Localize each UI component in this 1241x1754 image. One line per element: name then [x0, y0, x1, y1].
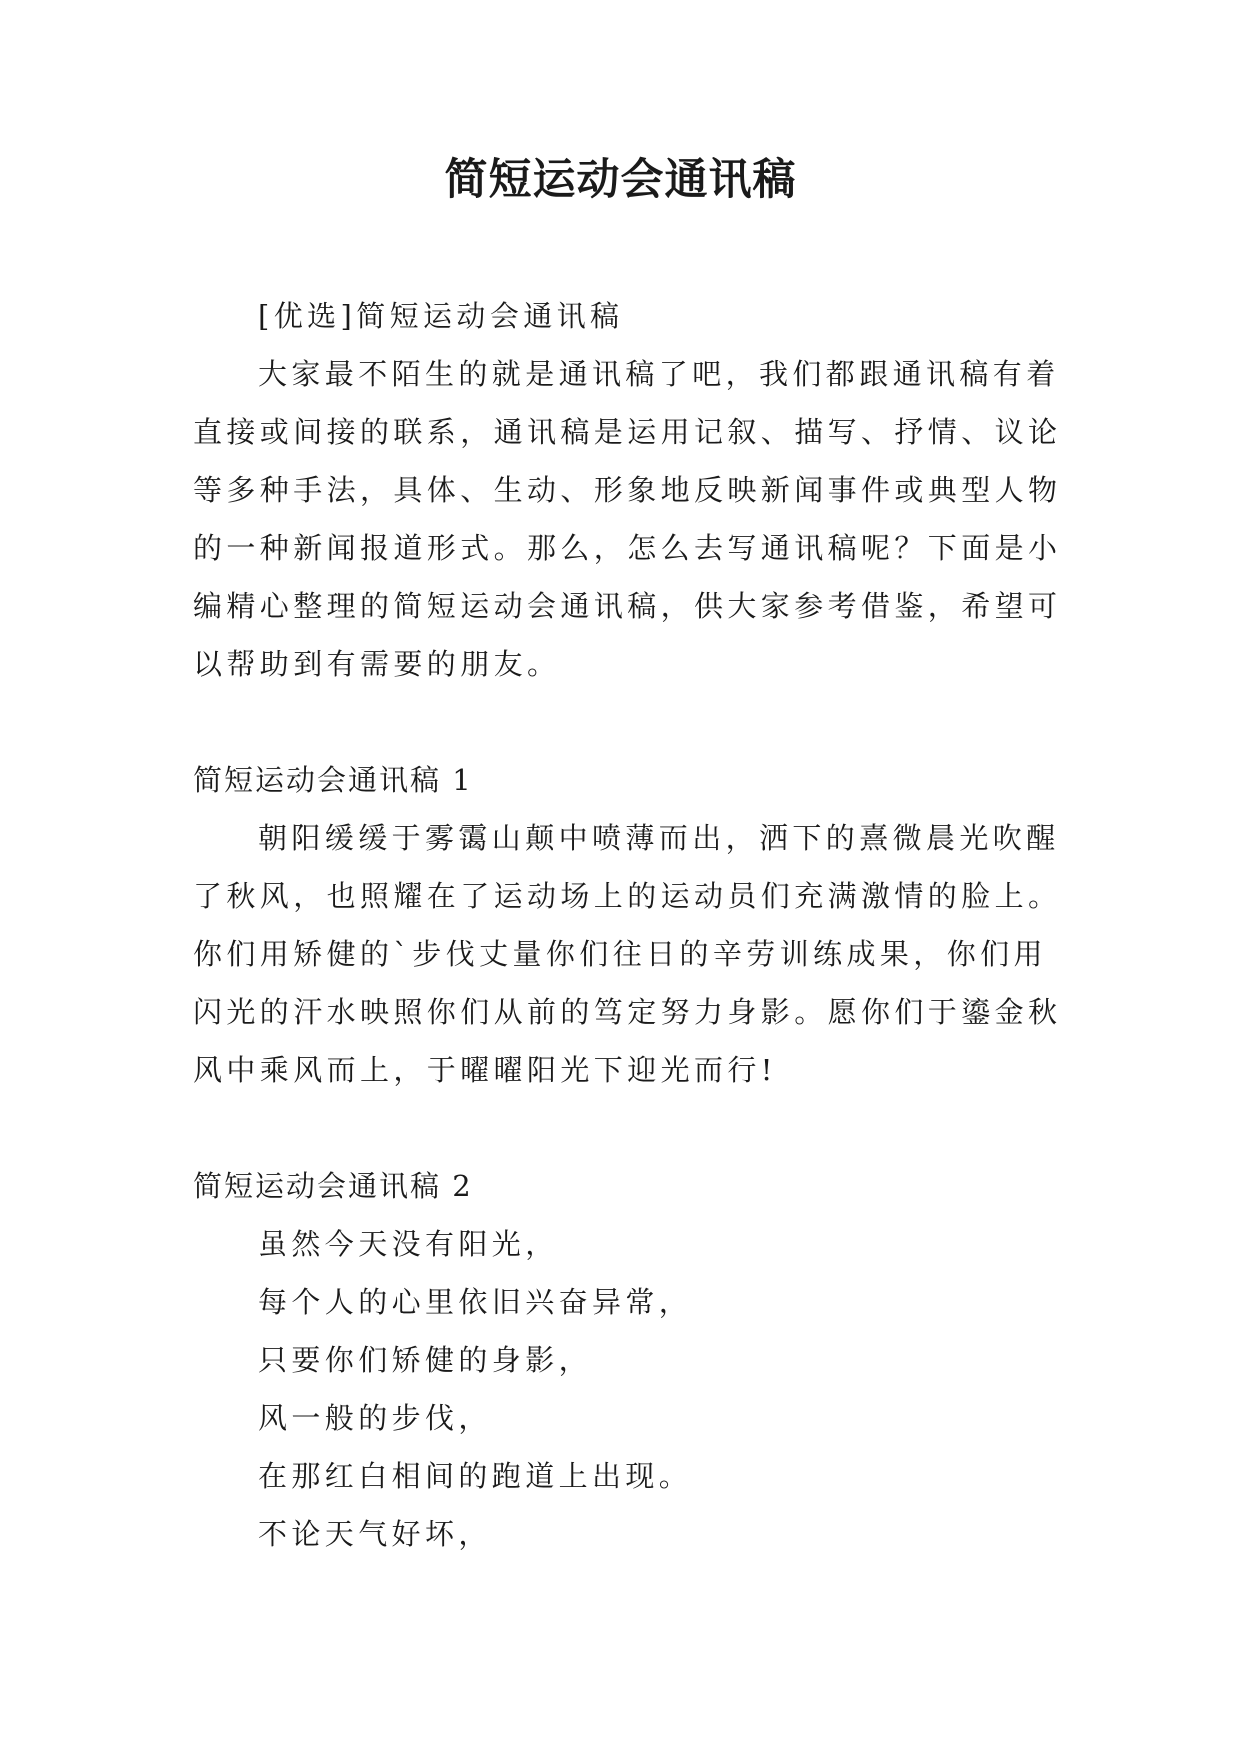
paragraph-line: 等多种手法，具体、生动、形象地反映新闻事件或典型人物 [193, 473, 1062, 507]
paragraph-line: 风中乘风而上，于曜曜阳光下迎光而行! [193, 1053, 777, 1087]
section-heading: 简短运动会通讯稿 1 [193, 763, 473, 797]
paragraph-line: 以帮助到有需要的朋友。 [193, 647, 561, 681]
paragraph-line: 大家最不陌生的就是通讯稿了吧，我们都跟通讯稿有着 [258, 357, 1060, 391]
section-heading: 简短运动会通讯稿 2 [193, 1169, 473, 1203]
paragraph-line: 闪光的汗水映照你们从前的笃定努力身影。愿你们于鎏金秋 [193, 995, 1062, 1029]
poem-line: 只要你们矫健的身影， [258, 1343, 593, 1377]
document-title: 简短运动会通讯稿 [444, 155, 797, 205]
poem-line: 风一般的步伐， [258, 1401, 492, 1435]
poem-line: 虽然今天没有阳光， [258, 1227, 559, 1261]
paragraph-line: 了秋风，也照耀在了运动场上的运动员们充满激情的脸上。 [193, 879, 1062, 913]
poem-line: 每个人的心里依旧兴奋异常， [258, 1285, 693, 1319]
paragraph-line: 的一种新闻报道形式。那么，怎么去写通讯稿呢？下面是小 [193, 531, 1062, 565]
subtitle-line: [优选]简短运动会通讯稿 [258, 299, 624, 333]
paragraph-line: 编精心整理的简短运动会通讯稿，供大家参考借鉴，希望可 [193, 589, 1062, 623]
poem-line: 在那红白相间的跑道上出现。 [258, 1459, 693, 1493]
paragraph-line: 直接或间接的联系，通讯稿是运用记叙、描写、抒情、议论 [193, 415, 1062, 449]
poem-line: 不论天气好坏， [258, 1517, 492, 1551]
paragraph-line: 你们用矫健的`步伐丈量你们往日的辛劳训练成果，你们用 [193, 937, 1047, 971]
paragraph-line: 朝阳缓缓于雾霭山颠中喷薄而出，洒下的熹微晨光吹醒 [258, 821, 1060, 855]
